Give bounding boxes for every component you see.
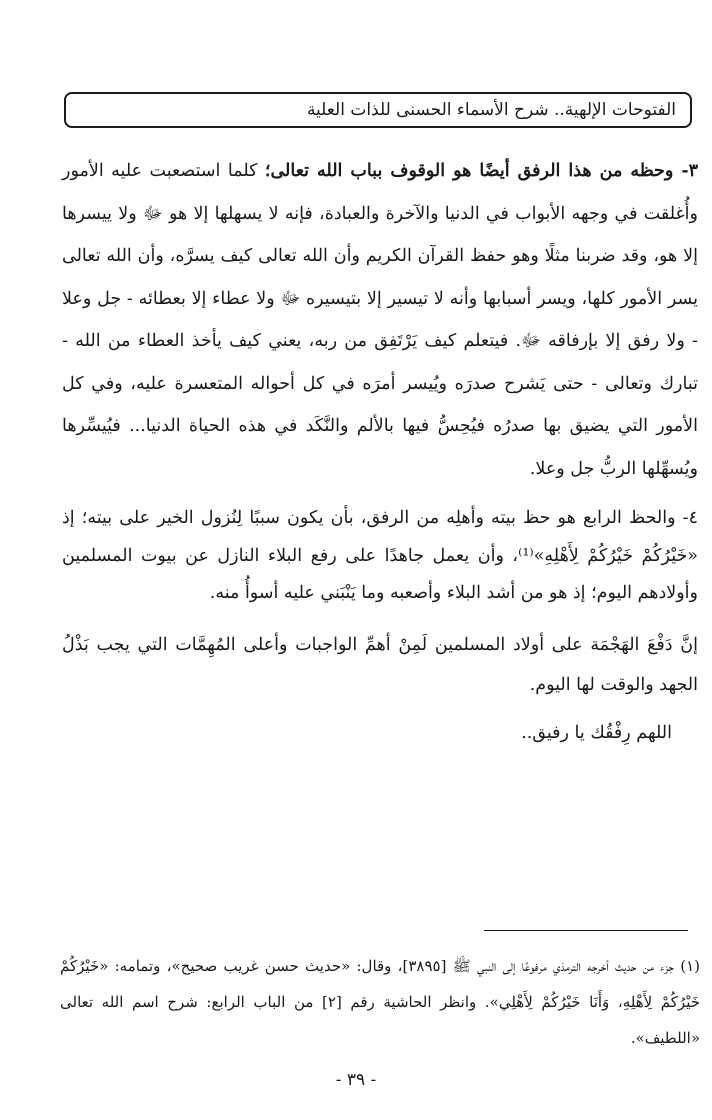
paragraph-3 bbox=[62, 150, 698, 490]
header-title: الفتوحات الإلهية.. شرح الأسماء الحسنى للذات العلية bbox=[306, 99, 676, 120]
footnote: (١) جزء من حديث أخرجه الترمذي مرفوعًا إلى النبي ﷺ [٣٨٩٥]، وقال: «حديث حسن غريب صحيح»، وتمامه: «خَيْرُكُمْ خَيْرُكُمْ لِأَهْلِهِ، وَأَنَا خَيْرُكُمْ لِأَهْلِي». وانظر الحاشية رقم [٢] من الباب الرابع: شرح اسم الله تعالى «اللطيف». bbox=[60, 957, 700, 1047]
closing-prayer: اللهم رِفْقُك يا رفيق.. bbox=[521, 722, 672, 743]
main-text bbox=[62, 150, 698, 753]
paragraph-3-lead: ٣- وحظه من هذا الرفق أيضًا هو الوقوف بباب الله تعالى؛ bbox=[264, 161, 698, 181]
running-header bbox=[64, 92, 692, 128]
footnote-divider bbox=[484, 930, 688, 931]
page-number: - ٣٩ - bbox=[335, 1070, 377, 1090]
paragraph-4: ٤- والحظ الرابع هو حظ بيته وأهلِه من الرفق، بأن يكون سببًا لِنُزول الخير على بيته؛ إذ «خَيْرُكُمْ خَيْرُكُمْ لِأَهْلِهِ»⁽¹⁾، وأن يعمل جاهدًا على رفع البلاء النازل عن بيوت المسلمين وأولادهم اليوم؛ إذ هو من أشد البلاء وأصعبه وما يَنْبَني عليه أسوأُ منه. bbox=[62, 508, 698, 603]
paragraph-5: إنَّ دَفْعَ الهَجْمَة على أولاد المسلمين لَمِنْ أهمِّ الواجبات وأعلى المُهِمَّات التي يجب بَذْلُ الجهد والوقت لها اليوم. bbox=[62, 634, 698, 695]
paragraph-3-body: كلما استصعبت عليه الأمور وأُغلقت في وجهه الأبواب في الدنيا والآخرة والعبادة، فإنه لا يسهلها إلا هو ﷻ ولا ييسرها إلا هو، وقد ضربنا مثلًا وهو حفظ القرآن الكريم وأن الله تعالى كيف يسرَّه، وأن الله تعالى يسر الأمور كلها، ويسر أسبابها وأنه لا تيسير إلا بتيسيره ﷻ ولا عطاء إلا بعطائه - جل وعلا - ولا رفق إلا بإرفاقه ﷻ. فيتعلم كيف يَرْتَفِق من ربه، يعني كيف يأخذ العطاء من الله - تبارك وتعالى - حتى يَشرح صدرَه ويُيسر أمرَه في كل أحواله المتعسرة عليه، وفي كل الأمور التي يضيق بها صدرُه فيُحِسُّ فيها بالألم والنَّكَد في هذه الحياة الدنيا... فيُيسِّرها ويُسهِّلها الربُّ جل وعلا. bbox=[62, 161, 698, 479]
